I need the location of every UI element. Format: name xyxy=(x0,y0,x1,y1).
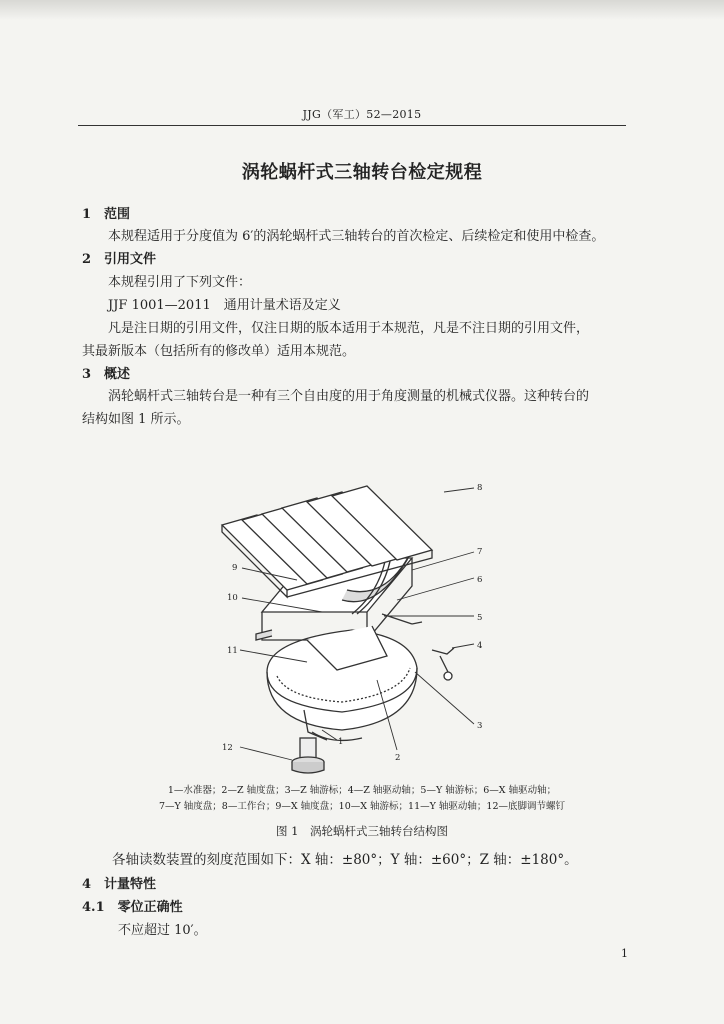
label-4: 4 xyxy=(477,641,483,651)
figure-notes-line-1: 1—水准器；2—Z 轴度盘；3—Z 轴游标；4—Z 轴驱动轴；5—Y 轴游标；6—X 轴驱动轴； xyxy=(167,785,557,796)
label-11: 11 xyxy=(227,646,238,656)
figure-caption: 图 1 涡轮蜗杆式三轴转台结构图 xyxy=(276,824,448,838)
section-1-paragraph: 本规程适用于分度值为 6′的涡轮蜗杆式三轴转台的首次检定、后续检定和使用中检查。 xyxy=(108,229,605,244)
section-1-heading: 1 范围 xyxy=(82,207,131,222)
label-7: 7 xyxy=(477,547,483,557)
label-9: 9 xyxy=(232,563,238,573)
section-4-1-paragraph: 不应超过 10′。 xyxy=(118,923,207,938)
section-3-paragraph-b: 结构如图 1 所示。 xyxy=(82,412,190,427)
label-1: 1 xyxy=(338,737,344,747)
label-10: 10 xyxy=(227,593,238,603)
label-8: 8 xyxy=(477,483,483,493)
section-4-1-heading: 4.1 零位正确性 xyxy=(82,900,183,915)
label-6: 6 xyxy=(477,575,483,585)
label-5: 5 xyxy=(477,613,483,623)
page-number: 1 xyxy=(621,947,628,960)
label-12: 12 xyxy=(222,743,233,753)
label-3: 3 xyxy=(477,721,483,731)
scale-range-text: 各轴读数装置的刻度范围如下：X 轴：±80°；Y 轴：±60°；Z 轴：±180°。 xyxy=(112,852,578,868)
running-header: JJG（军工）52—2015 xyxy=(302,108,422,121)
document-title: 涡轮蜗杆式三轴转台检定规程 xyxy=(241,162,483,183)
scan-shadow xyxy=(0,0,724,20)
section-2-reference: JJF 1001—2011 通用计量术语及定义 xyxy=(108,298,341,313)
header-rule xyxy=(78,125,626,126)
section-2-heading: 2 引用文件 xyxy=(82,252,157,267)
section-2-paragraph-1: 本规程引用了下列文件： xyxy=(108,275,252,290)
section-4-heading: 4 计量特性 xyxy=(82,877,157,892)
section-3-paragraph-a: 涡轮蜗杆式三轴转台是一种有三个自由度的用于角度测量的机械式仪器。这种转台的 xyxy=(108,389,590,404)
section-2-paragraph-2a: 凡是注日期的引用文件，仅注日期的版本适用于本规范，凡是不注日期的引用文件， xyxy=(108,321,590,336)
turntable-structure-diagram xyxy=(212,440,502,780)
label-2: 2 xyxy=(395,753,401,763)
section-2-paragraph-2b: 其最新版本（包括所有的修改单）适用本规范。 xyxy=(82,344,356,359)
figure-notes-line-2: 7—Y 轴度盘；8—工作台；9—X 轴度盘；10—X 轴游标；11—Y 轴驱动轴；12—底脚调节螺钉 xyxy=(158,801,566,812)
section-3-heading: 3 概述 xyxy=(82,367,131,382)
